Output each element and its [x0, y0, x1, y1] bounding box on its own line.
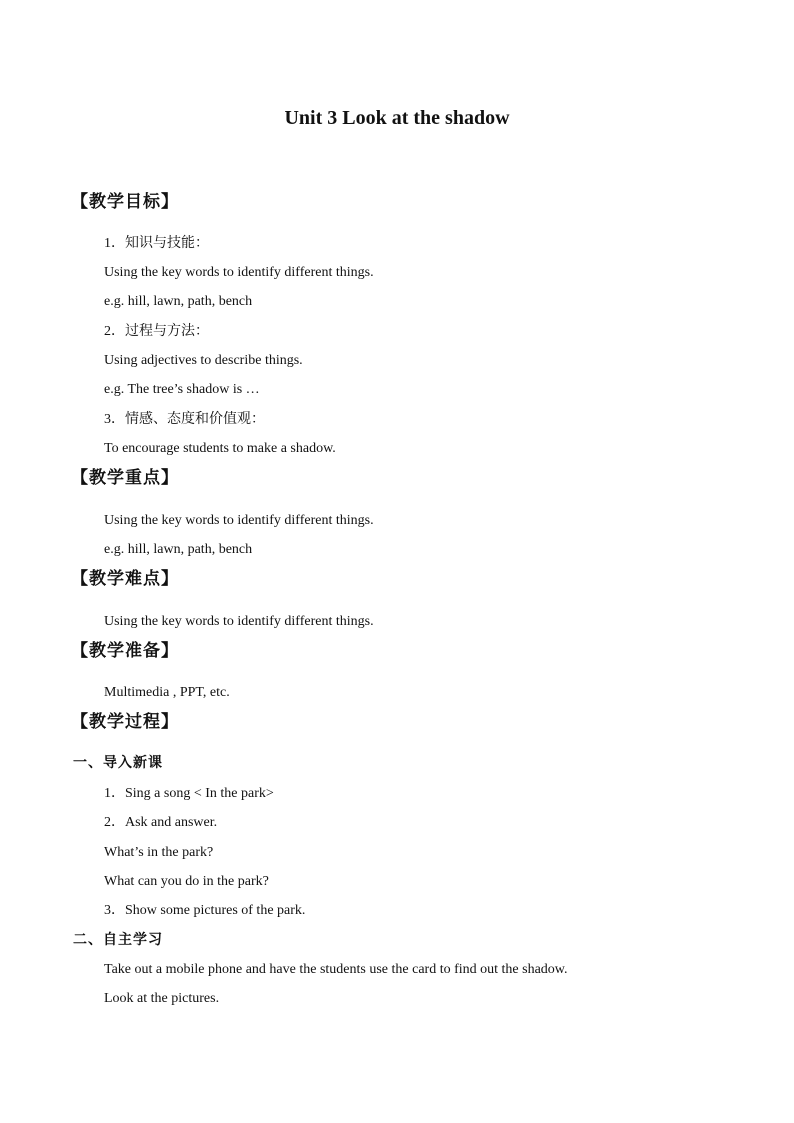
step-2-text: Ask and answer. — [125, 815, 218, 830]
heading-difficulties: 【教学难点】 — [71, 569, 179, 589]
key-points-text: Using the key words to identify different things. — [104, 513, 374, 528]
step-3-text: Show some pictures of the park. — [125, 903, 306, 918]
look-at-pictures-text: Look at the pictures. — [104, 991, 220, 1006]
objective-item-1 — [104, 233, 209, 254]
objective-1-text: Using the key words to identify different things. — [104, 265, 374, 280]
objective-item-2 — [104, 321, 209, 342]
heading-teaching-objectives: 【教学目标】 — [71, 192, 179, 212]
process-step-2 — [104, 812, 217, 833]
preparation-text: Multimedia , PPT, etc. — [104, 685, 230, 700]
key-points-example: e.g. hill, lawn, path, bench — [104, 542, 253, 557]
objective-1-label: 知识与技能： — [125, 235, 209, 251]
step-1-text: Sing a song < In the park> — [125, 786, 274, 801]
process-step-1 — [104, 783, 274, 804]
heading-teaching-process: 【教学过程】 — [71, 712, 179, 732]
objective-3-number: 3． — [104, 412, 125, 427]
process-step-3 — [104, 900, 305, 921]
heading-self-study: 二、自主学习 — [73, 932, 163, 948]
self-study-text: Take out a mobile phone and have the students use the card to find out the shadow. — [104, 962, 568, 977]
document-title: Unit 3 Look at the shadow — [284, 107, 510, 129]
objective-2-number: 2． — [104, 324, 125, 339]
step-1-number: 1． — [104, 786, 125, 801]
process-question-2: What can you do in the park? — [104, 874, 269, 889]
objective-1-example: e.g. hill, lawn, path, bench — [104, 294, 253, 309]
heading-key-points: 【教学重点】 — [71, 468, 179, 488]
objective-2-example: e.g. The tree’s shadow is … — [104, 382, 260, 397]
objective-2-label: 过程与方法： — [125, 323, 209, 339]
step-3-number: 3． — [104, 903, 125, 918]
process-question-1: What’s in the park? — [104, 845, 214, 860]
objective-3-label: 情感、态度和价值观： — [125, 411, 265, 427]
objective-1-number: 1． — [104, 236, 125, 251]
objective-item-3 — [104, 409, 265, 430]
heading-preparation: 【教学准备】 — [71, 641, 179, 661]
objective-3-text: To encourage students to make a shadow. — [104, 441, 336, 456]
difficulties-text: Using the key words to identify different things. — [104, 614, 374, 629]
objective-2-text: Using adjectives to describe things. — [104, 353, 303, 368]
step-2-number: 2． — [104, 815, 125, 830]
heading-introduction: 一、导入新课 — [73, 755, 163, 771]
